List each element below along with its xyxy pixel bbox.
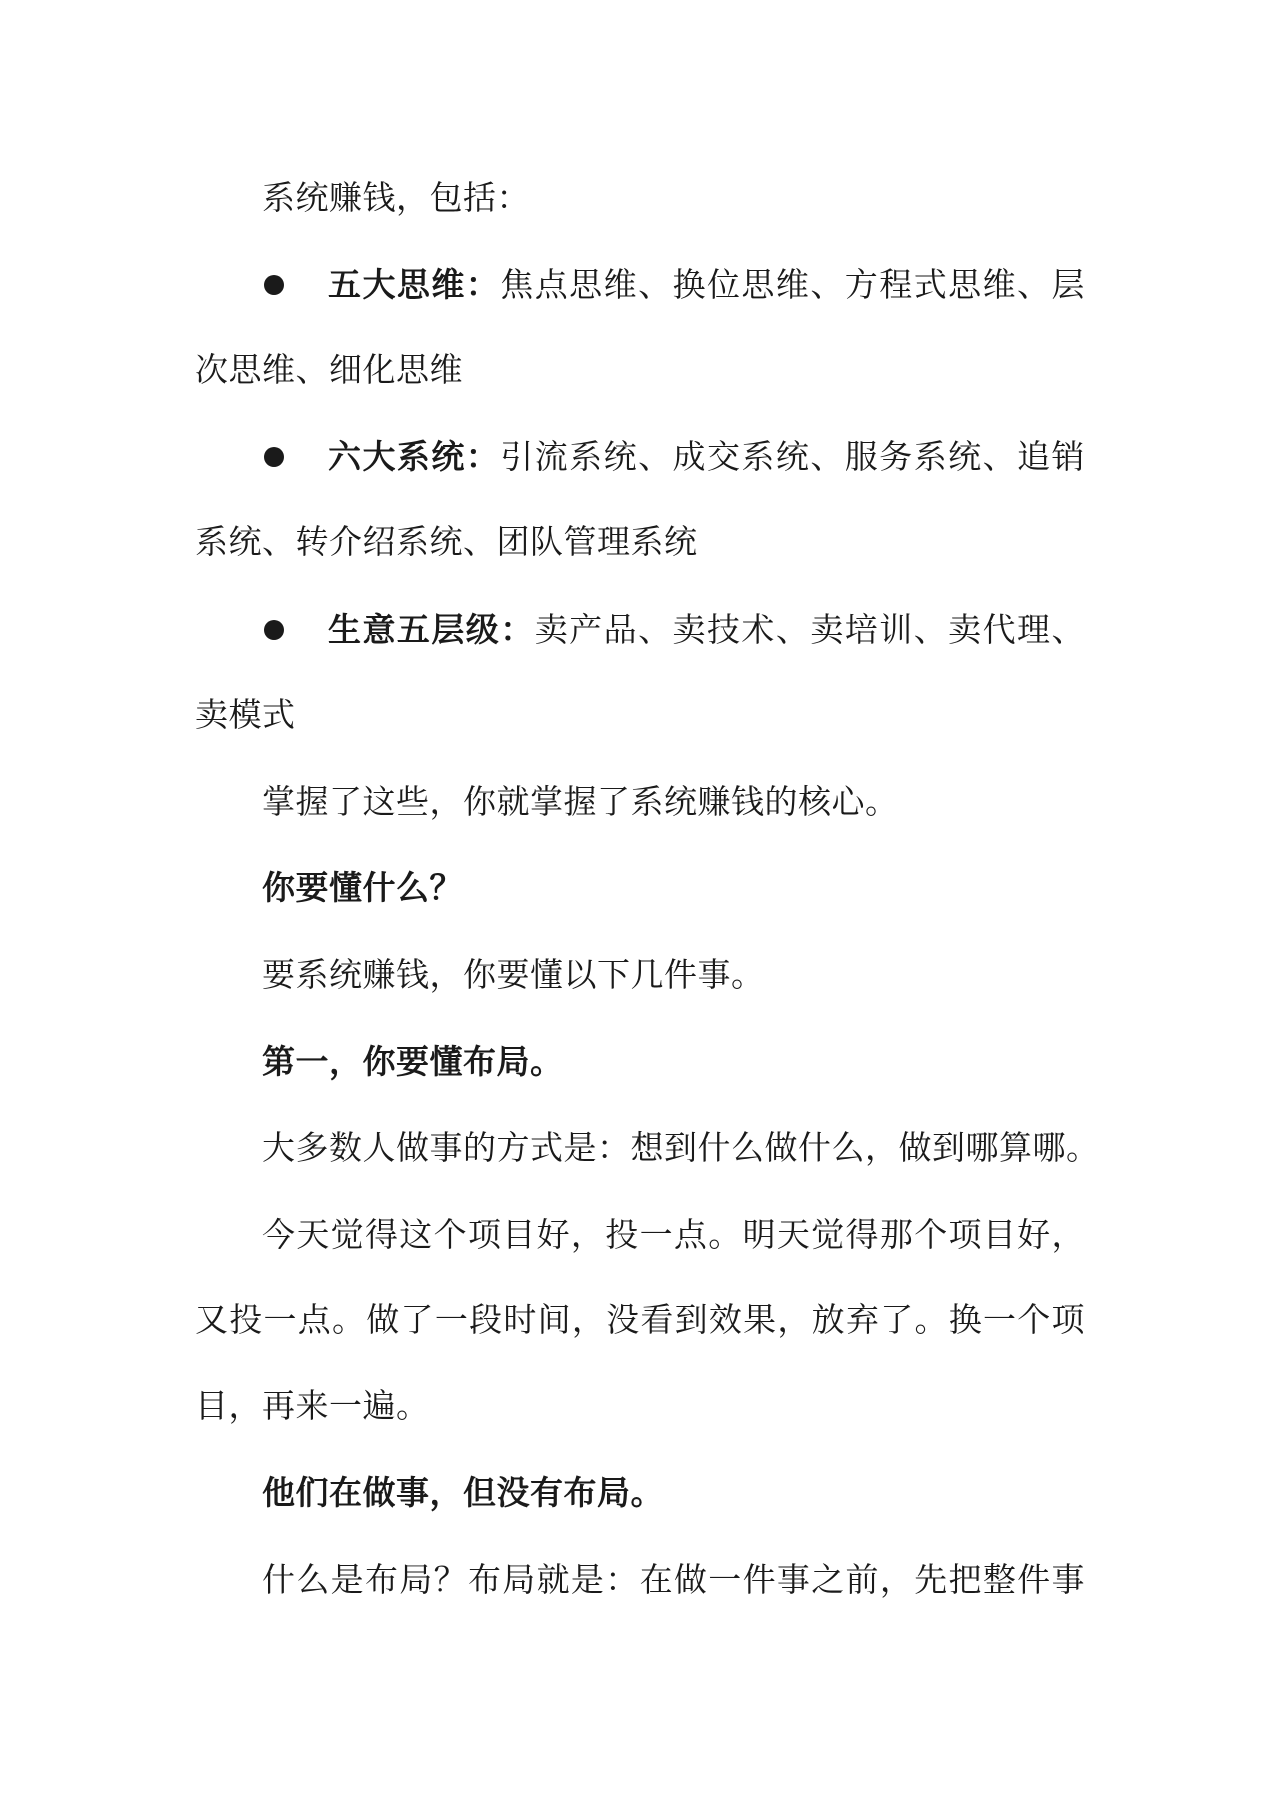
heading-no-layout: 他们在做事，但没有布局。: [262, 1473, 664, 1512]
paragraph-most-people: 大多数人做事的方式是：想到什么做什么，做到哪算哪。: [262, 1128, 1100, 1167]
paragraph-today-line2: 又投一点。做了一段时间，没看到效果，放弃了。换一个项: [195, 1300, 1085, 1339]
paragraph-things: 要系统赚钱，你要懂以下几件事。: [262, 955, 765, 994]
bullet-continuation: 系统、转介绍系统、团队管理系统: [195, 522, 698, 561]
paragraph-today-line3: 目，再来一遍。: [195, 1386, 430, 1425]
heading-what-to-know: 你要懂什么？: [262, 868, 463, 907]
bullet-icon: [264, 275, 284, 295]
bullet-continuation: 次思维、细化思维: [195, 350, 463, 389]
bullet-term: 五大思维：: [328, 265, 501, 304]
bullet-continuation: 卖模式: [195, 695, 296, 734]
bullet-term: 六大系统：: [328, 437, 501, 476]
paragraph-what-is-layout: 什么是布局？布局就是：在做一件事之前，先把整件事: [262, 1560, 1085, 1599]
bullet-item-systems: [262, 437, 1085, 477]
bullet-icon: [264, 447, 284, 467]
paragraph-today-line1: 今天觉得这个项目好，投一点。明天觉得那个项目好，: [262, 1215, 1085, 1254]
bullet-text-line: 焦点思维、换位思维、方程式思维、层: [500, 265, 1086, 304]
bullet-text-line: 引流系统、成交系统、服务系统、追销: [500, 437, 1086, 476]
bullet-item-thinking: [262, 265, 1085, 305]
bullet-term: 生意五层级：: [328, 610, 535, 649]
paragraph-intro: 系统赚钱，包括：: [262, 178, 530, 217]
bullet-icon: [264, 620, 284, 640]
bullet-text-line: 卖产品、卖技术、卖培训、卖代理、: [534, 610, 1086, 649]
paragraph-core: 掌握了这些，你就掌握了系统赚钱的核心。: [262, 782, 899, 821]
bullet-item-levels: [262, 610, 1085, 650]
heading-layout: 第一，你要懂布局。: [262, 1042, 564, 1081]
